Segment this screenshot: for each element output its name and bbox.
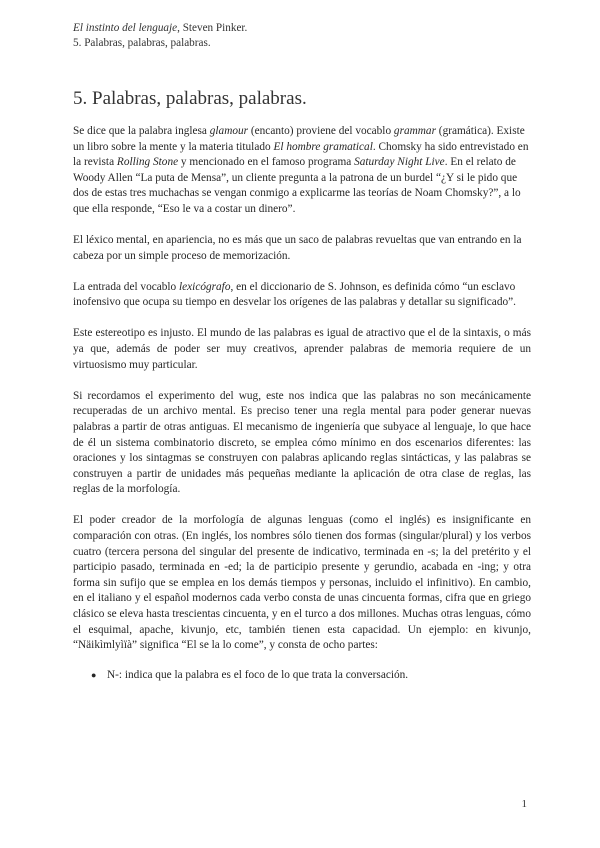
paragraph-5: Si recordamos el experimento del wug, este nos indica que las palabras no son mecánicamente recuperadas de un archivo mental. Es preciso tener una regla mental para poder generar nuevas palabras a partir de otras antiguas. El mecanismo de ingeniería que subyace al lenguaje, lo que hace de él un sistema combinatorio discreto, se emplea cómo mínimo en dos escenarios diferentes: las oraciones y los sintagmas se construyen con palabras aplicando reglas sintácticas, y las palabras se construyen a partir de unidades más pequeñas mediante la aplicación de otra clase de reglas, las reglas de la morfología. <box>73 389 531 496</box>
paragraph-3 <box>73 280 531 311</box>
running-header <box>73 21 247 51</box>
p1-text-c: (gramática). Existe un libro sobre la mente y la materia titulado <box>73 125 525 153</box>
paragraph-4: Este estereotipo es injusto. El mundo de las palabras es igual de atractivo que el de la sintaxis, o más ya que, además de poder ser muy creativos, aprender palabras de memoria requiere de un virtuosismo muy particular. <box>73 327 531 371</box>
header-book-line <box>73 21 247 36</box>
list-item-text: N-: indica que la palabra es el foco de lo que trata la conversación. <box>107 668 409 681</box>
header-author: , Steven Pinker. <box>177 22 248 34</box>
list-item <box>91 668 531 684</box>
magazine-title: Rolling Stone <box>116 156 179 169</box>
p1-text-b: (encanto) proviene del vocablo <box>248 125 394 137</box>
header-book-title: El instinto del lenguaje <box>73 22 178 34</box>
term-glamour: glamour <box>209 125 249 137</box>
p1-text-f: . En el relato de Woody Allen “La puta de Mensa”, un cliente pregunta a la patrona de un burdel “¿Y si le pido que dos de estas tres muchachas se vengan conmigo a explicarme las teorías de Noam Chomsky?”, a lo que ella responde, “Eso le va a costar un dinero”. <box>73 156 521 215</box>
show-title: Saturday Night Live <box>354 156 445 169</box>
document-body <box>73 124 531 683</box>
paragraph-6: El poder creador de la morfología de algunas lenguas (como el inglés) es insignificante en comparación con otras. (En inglés, los nombres sólo tienen dos formas (singular/plural) y los verbos cuatro (tercera persona del singular del presente de indicativo, terminada en -s; la del pretérito y el participio pasado, terminada en -ed; la de participio presente y gerundio, acabada en -ing; y otra forma sin sufijo que se emplea en los demás tiempos y personas, incluido el infinitivo). En cambio, en el italiano y el español modernos cada verbo consta de unas cincuenta formas, cifra que en griego clásico se eleva hasta trescientas cincuenta, y en el turco a dos millones. Muchas otras lenguas, cómo el esquimal, apache, kivunjo, etc, también tienen esta capacidad. Un ejemplo: en kivunjo, “Näikìmlyìïà” significa “El se la lo come”, y consta de ocho partes: <box>73 514 531 652</box>
p3-text-b: , en el diccionario de S. Johnson, es definida cómo “un esclavo inofensivo que ocupa su tiempo en desvelar los orígenes de las palabras y detallar su significado”. <box>73 280 516 309</box>
p1-text-e: y mencionado en el famoso programa <box>178 156 355 169</box>
header-chapter: 5. Palabras, palabras, palabras. <box>73 37 211 49</box>
p3-text-a: La entrada del vocablo <box>73 280 180 293</box>
p1-text-d: . Chomsky ha sido entrevistado en la revista <box>73 140 529 169</box>
paragraph-2: El léxico mental, en apariencia, no es más que un saco de palabras revueltas que van entrando en la cabeza por un simple proceso de memorización. <box>73 234 522 262</box>
chapter-title: 5. Palabras, palabras, palabras. <box>73 88 307 109</box>
term-grammar: grammar <box>393 125 436 137</box>
bullet-icon: ● <box>91 669 97 680</box>
p1-text-a: Se dice que la palabra inglesa <box>73 125 210 137</box>
term-lexicografo: lexicógrafo <box>179 280 231 293</box>
page-number: 1 <box>521 798 527 810</box>
paragraph-1 <box>73 124 531 218</box>
book-title: El hombre gramatical <box>273 140 373 153</box>
bullet-list <box>73 668 531 684</box>
